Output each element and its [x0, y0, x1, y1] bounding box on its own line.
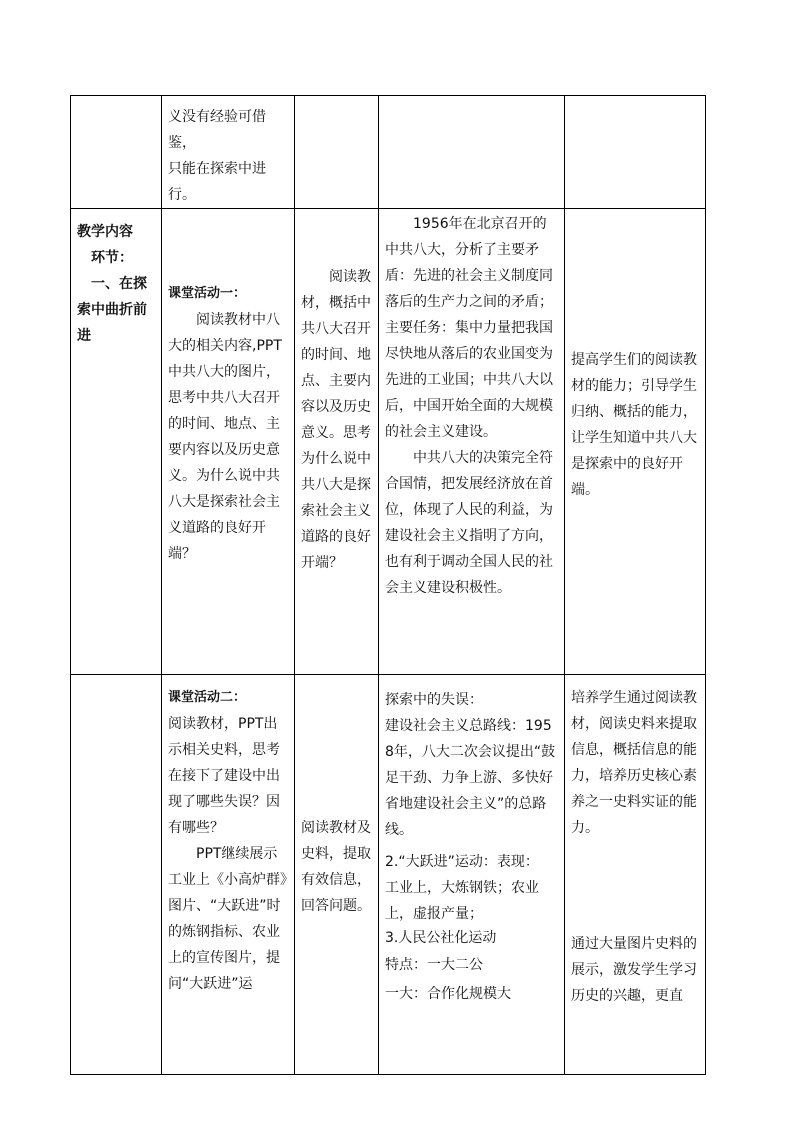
row2-col2-cell	[162, 209, 295, 675]
student-activity-text: 阅读教材及史料，提取有效信息，回答问题。	[301, 820, 371, 914]
row3-col4-cell	[379, 675, 565, 1075]
design-intent-text: 通过大量图片史料的展示，激发学生学习历史的兴趣，更直	[571, 936, 697, 1004]
content-paragraph: 1956年在北京召开的中共八大，分析了主要矛盾：先进的社会主义制度同落后的生产力之间的矛盾；主要任务：集中力量把我国尽快地从落后的农业国变为先进的工业国；中共八大以后，中国开始全面的大规模的社会主义建设。	[385, 216, 553, 440]
content-line: 2.“大跃进”运动：表现：	[385, 854, 539, 870]
section-label: 教学内容	[77, 224, 133, 240]
row2-col3-cell	[295, 209, 379, 675]
row1-col5-cell	[565, 96, 706, 209]
content-line: 特点：一大二公	[385, 957, 483, 973]
student-activity-text: 阅读教材，概括中共八大召开的时间、地点、主要内容以及历史意义。思考为什么说中共八大是探索社会主义道路的良好开端？	[301, 269, 371, 571]
row1-col4-cell	[379, 96, 565, 209]
row1-col3-cell	[295, 96, 379, 209]
lesson-plan-table	[70, 95, 706, 1075]
row3-col3-cell	[295, 675, 379, 1075]
table-row	[71, 675, 706, 1075]
content-line: 建设社会主义总路线：1958年，八大二次会议提出“鼓足干劲、力争上游、多快好省地建设社会主义”的总路线。	[385, 718, 556, 838]
design-intent-text: 培养学生通过阅读教材，阅读史料来提取信息，概括信息的能力，培养历史核心素养之一史料实证的能力。	[571, 690, 697, 836]
activity-heading: 课堂活动一：	[168, 286, 247, 301]
teacher-activity-text: 阅读教材中八大的相关内容,PPT中共八大的图片，思考中共八大召开的时间、地点、主要内容以及历史意义。为什么说中共八大是探索社会主义道路的良好开端？	[168, 312, 282, 562]
table-row	[71, 96, 706, 209]
content-line: 3.人民公社化运动	[385, 930, 497, 946]
row1-col2-line: 只能在探索中进行。	[168, 161, 266, 203]
section-label: 环节：	[91, 250, 133, 266]
section-label: 进	[77, 328, 91, 344]
design-intent-text: 提高学生们的阅读教材的能力；引导学生归纳、概括的能力，让学生知道中共八大是探索中的良好开端。	[571, 352, 697, 498]
row2-col5-cell	[565, 209, 706, 675]
content-line: 工业上，大炼钢铁；农业上，虚报产量；	[385, 880, 539, 922]
row3-col1-cell	[71, 675, 162, 1075]
row1-col2-cell	[162, 96, 295, 209]
section-label: 一、在探	[91, 276, 147, 292]
content-line: 一大：合作化规模大	[385, 986, 511, 1002]
row3-col2-cell	[162, 675, 295, 1075]
teacher-activity-text: 阅读教材，PPT出示相关史料，思考在接下了建设中出现了哪些失误？因有哪些？	[168, 716, 280, 836]
row1-col2-line: 义没有经验可借鉴，	[168, 109, 266, 151]
row2-col4-cell	[379, 209, 565, 675]
row3-col5-cell	[565, 675, 706, 1075]
content-paragraph: 中共八大的决策完全符合国情，把发展经济放在首位，体现了人民的利益，为建设社会主义指明了方向，也有利于调动全国人民的社会主义建设积极性。	[385, 450, 553, 596]
section-label: 索中曲折前	[77, 302, 147, 318]
activity-heading: 课堂活动二：	[168, 690, 247, 705]
content-line: 探索中的失误：	[385, 692, 483, 708]
row2-col1-cell	[71, 209, 162, 675]
teacher-activity-text: PPT继续展示工业上《小高炉群》图片、“大跃进”时的炼钢指标、农业上的宣传图片，提问“大跃进”运	[168, 846, 287, 992]
table-row	[71, 209, 706, 675]
row1-col1-cell	[71, 96, 162, 209]
